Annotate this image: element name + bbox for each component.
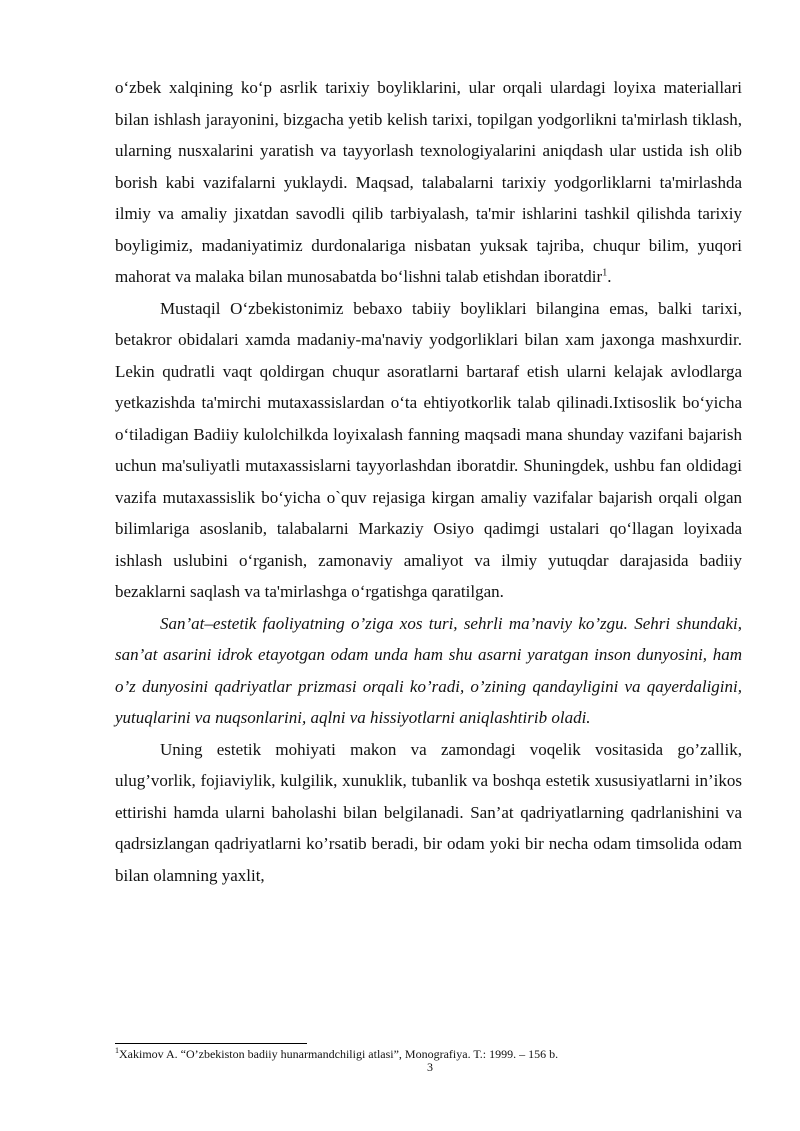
- paragraph-1: [115, 72, 742, 293]
- paragraph-1-text: o‘zbek xalqining ko‘p asrlik tarixiy boyliklarini, ular orqali ulardagi loyixa materiallari bilan ishlash jarayonini, bizgacha yetib kelish tarixi, topilgan yodgorlikni ta'mirlash tiklash, ularning nusxalarini yaratish va tayyorlash texnologiyalarini aniqdash ular ustida ish olib borish kabi vazifalarni yuklaydi. Maqsad, talabalarni tarixiy yodgorliklarni ta'mirlashda ilmiy va amaliy jixatdan savodli qilib tarbiyalash, ta'mir ishlarini tashkil qilishda tarixiy boyligimiz, madaniyatimiz durdonalariga nisbatan yuksak tajriba, chuqur bilim, yuqori mahorat va malaka bilan munosabatda bo‘lishni talab etishdan iboratdir: [115, 78, 742, 286]
- paragraph-4: Uning estetik mohiyati makon va zamondagi voqelik vositasida go’zallik, ulug’vorlik, fojiaviylik, kulgilik, xunuklik, tubanlik va boshqa estetik xususiyatlarni in’ikos ettirishi hamda ularni baholashi bilan belgilanadi. San’at qadriyatlarning qadrlanishini va qadrsizlangan qadriyatlarni ko’rsatib beradi, bir odam yoki bir necha odam timsolida odam bilan olamning yaxlit,: [115, 739, 742, 885]
- footnote-reference[interactable]: 1: [602, 267, 608, 279]
- footnote-divider: [115, 1043, 307, 1044]
- footnote-mark: 1: [115, 1046, 119, 1055]
- document-body: [115, 72, 742, 891]
- paragraph-1-end: .: [607, 267, 612, 286]
- paragraph-2: Mustaqil O‘zbekistonimiz bebaxo tabiiy boyliklari bilangina emas, balki tarixi, betakror obidalari xamda madaniy-ma'naviy yodgorliklari bilan xam jaxonga mashxurdir. Lekin qudratli vaqt qoldirgan chuqur asoratlarni bartaraf etish ularni kelajak avlodlarga yetkazishda ta'mirchi mutaxassislardan o‘ta ehtiyotkorlik talab qilinadi.Ixtisoslik bo‘yicha o‘tiladigan Badiiy kulolchilkda loyixalash fanning maqsadi mana shunday vazifani bajarish uchun ma'suliyatli mutaxassislarni tayyorlashdan iboratdir. Shuningdek, ushbu fan oldidagi vazifa mutaxassislik bo‘yicha o`quv rejasiga kirgan amaliy vazifalar bajarish orqali olgan bilimlariga asoslanib, talabalarni Markaziy Osiyo qadimgi ustalari qo‘llagan loyixada ishlash uslubini o‘rganish, zamonaviy amaliyot va ilmiy yutuqdar darajasida badiiy bezaklarni saqlash va ta'mirlashga o‘rgatishga qaratilgan.: [115, 298, 742, 601]
- paragraph-3: San’at–estetik faoliyatning o’ziga xos turi, sehrli ma’naviy ko’zgu. Sehri shundaki, san’at asarini idrok etayotgan odam unda ham shu asarni yaratgan inson dunyosini, ham o’z dunyosini qadriyatlar prizmasi orqali ko’radi, o’zining qandayligini va qayerdaligini, yutuqlarini va nuqsonlarini, aqlni va hissiyotlarni aniqlashtirib oladi.: [115, 613, 742, 727]
- page-number: 3: [427, 1060, 433, 1074]
- footnote-text: Xakimov A. “O’zbekiston badiiy hunarmandchiligi atlasi”, Monografiya. T.: 1999. – 156 b.: [119, 1047, 559, 1061]
